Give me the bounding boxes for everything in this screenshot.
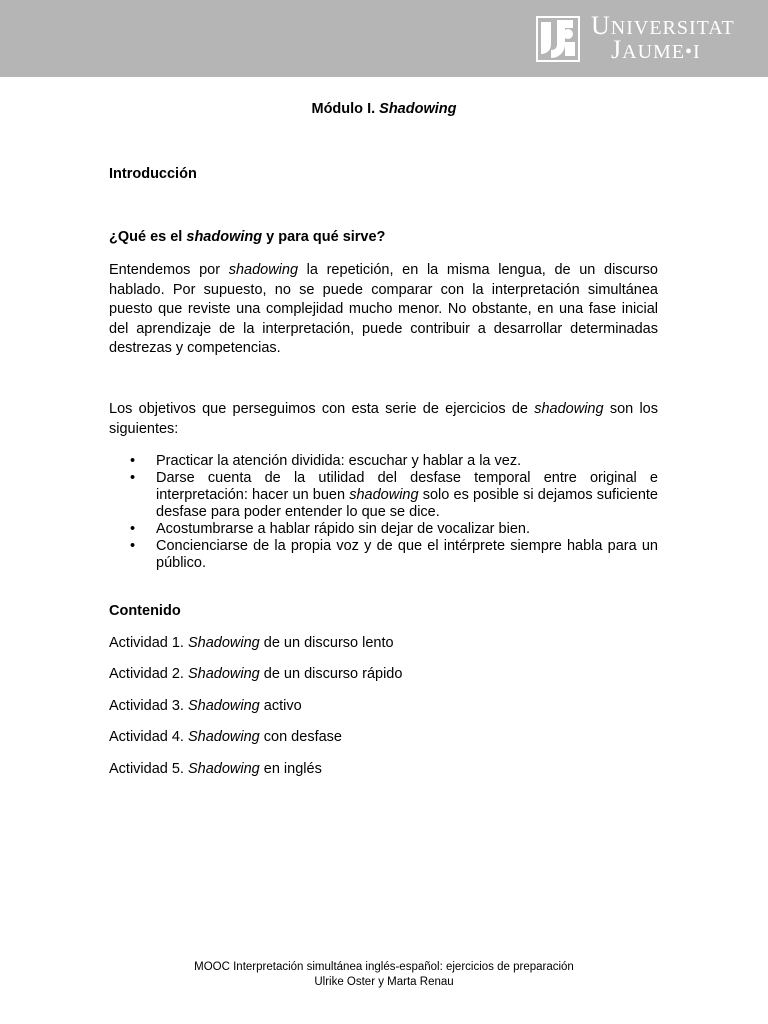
objectives-list (109, 453, 658, 572)
activity-item: Actividad 1. Shadowing de un discurso lento (109, 635, 394, 651)
activity-item: Actividad 5. Shadowing en inglés (109, 761, 322, 777)
footer-authors: Ulrike Oster y Marta Renau (314, 976, 454, 988)
activity-item: Actividad 4. Shadowing con desfase (109, 729, 342, 745)
footer-course-title: MOOC Interpretación simultánea inglés-español: ejercicios de preparación (194, 961, 574, 973)
activity-item: Actividad 3. Shadowing activo (109, 698, 302, 714)
activity-item: Actividad 2. Shadowing de un discurso rápido (109, 666, 403, 682)
logo-word-jaume: AUME•I (622, 41, 701, 63)
logo-word-universitat: NIVERSITAT (610, 17, 735, 39)
list-item: • Darse cuenta de la utilidad del desfase temporal entre original e interpretación: hacer un buen shadowing solo es posible si dejamos suficiente desfase para poder entender lo que se dice. (109, 470, 658, 521)
university-emblem-icon (535, 14, 581, 62)
university-logo (535, 11, 760, 64)
list-item: • Practicar la atención dividida: escuchar y hablar a la vez. (109, 453, 658, 470)
list-item: • Concienciarse de la propia voz y de que el intérprete siempre habla para un público. (109, 538, 658, 572)
logo-initial-j: J (611, 35, 623, 64)
paragraph-objectives: Los objetivos que perseguimos con esta serie de ejercicios de shadowing son los siguientes: (109, 401, 658, 437)
document-title: Módulo I. Shadowing (311, 101, 457, 117)
page-footer (0, 960, 768, 990)
section-heading-intro: Introducción (109, 166, 197, 182)
paragraph-definition: Entendemos por shadowing la repetición, en la misma lengua, de un discurso hablado. Por supuesto, no se puede comparar con la interpretación simultánea puesto que reviste una complejidad mucho menor. No obstante, en una fase inicial del aprendizaje de la interpretación, puede contribuir a desarrollar determinadas destrezas y competencias. (109, 262, 658, 356)
page-header-band (0, 0, 768, 77)
list-item: • Acostumbrarse a hablar rápido sin dejar de vocalizar bien. (109, 521, 658, 538)
section-heading-contents: Contenido (109, 603, 181, 619)
question-heading: ¿Qué es el shadowing y para qué sirve? (109, 229, 386, 245)
university-name (591, 11, 735, 64)
logo-initial-u: U (591, 11, 611, 40)
